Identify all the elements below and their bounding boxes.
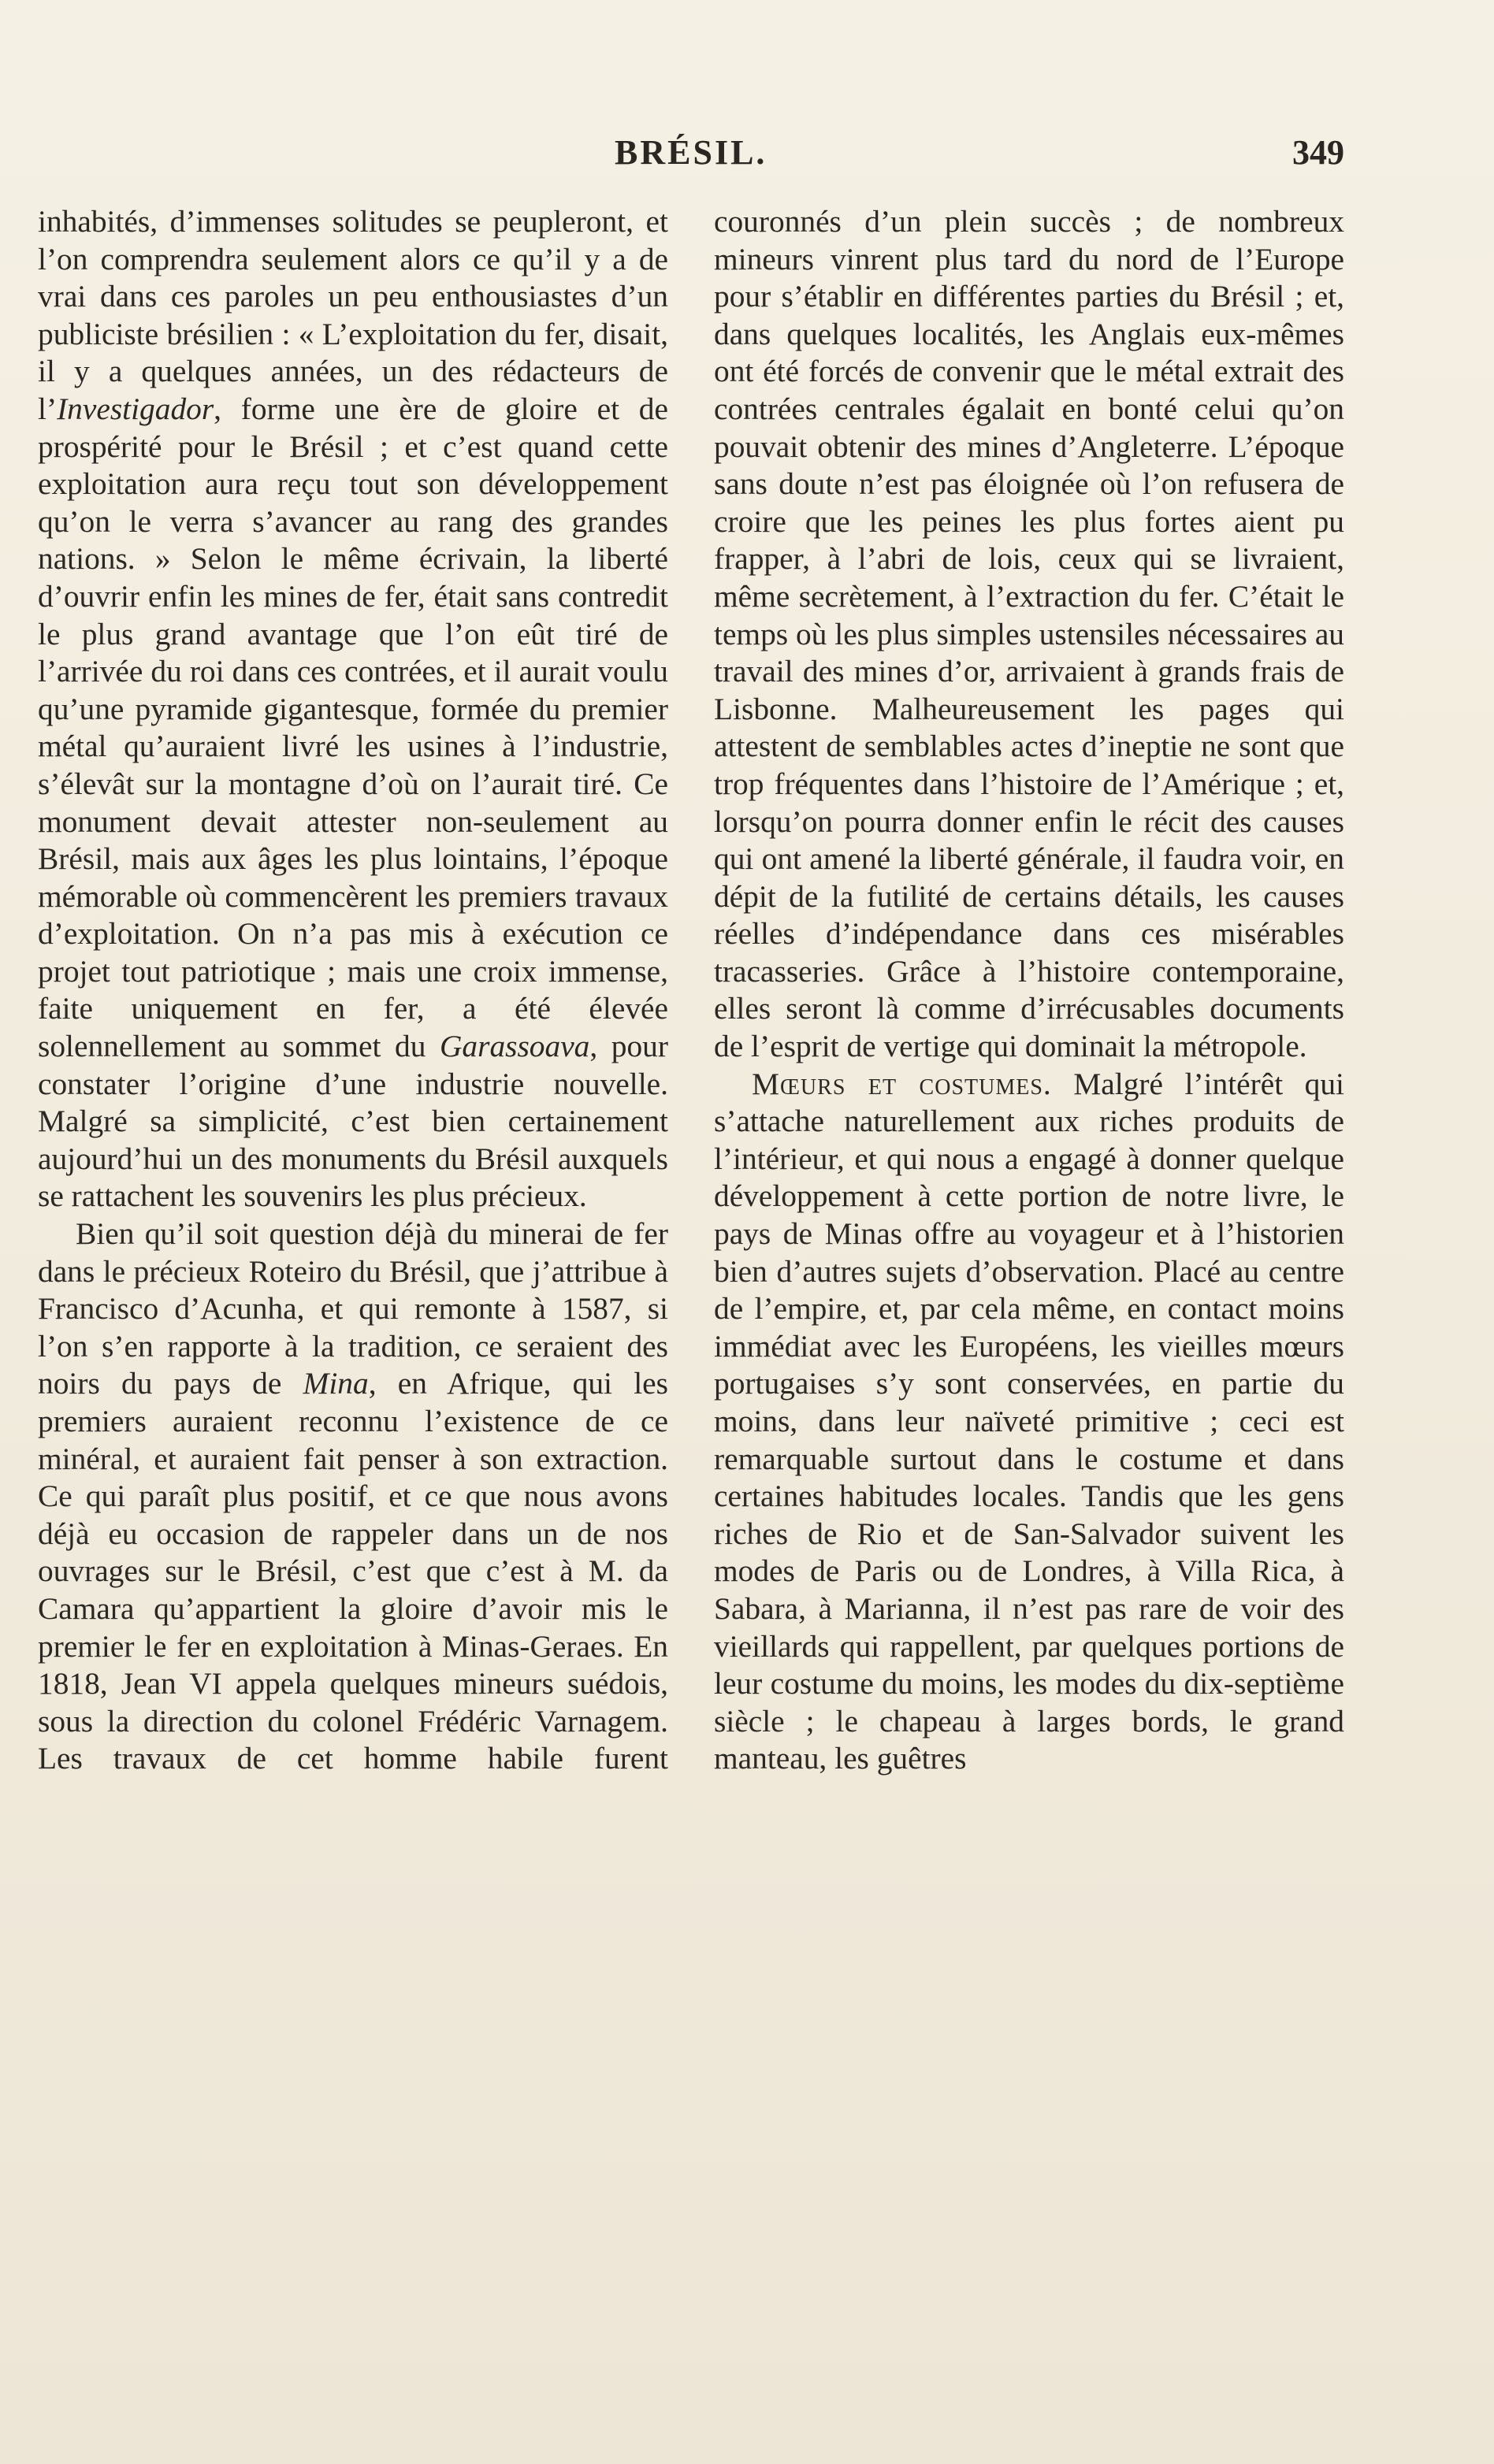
italic-place-name: Garassoava xyxy=(439,1029,590,1064)
paragraph-text: , en Afrique, qui les premiers auraient reconnu l’existence de ce minéral, et auraient fait penser à son extraction. Ce qui paraît plus positif, et ce que nous avons déjà eu occasion de rappeler dans un de nos ouvrages sur le Brésil, c’est que c’est à M. da Camara qu’appartient la gloire d’avoir mis le premier le fer en exploitation à Minas-Geraes. En 1818, Jean VI appela quelques mineurs suédois, sous la direction du colonel Frédéric Varnagem. Les travaux de cet homme habile furent xyxy=(38,1366,668,1776)
right-column xyxy=(714,203,1344,1778)
paragraph-text: , pour constater l’origine d’une industrie nouvelle. Malgré sa simplicité, c’est bien certainement aujourd’hui un des monuments du Brésil auxquels se rattachent les souvenirs les plus précieux. xyxy=(38,1029,668,1214)
italic-title: Investigador xyxy=(57,391,214,426)
section-heading: Mœurs et costumes. xyxy=(752,1066,1052,1101)
paragraph xyxy=(38,1215,668,1778)
paragraph-text: , forme une ère de gloire et de prospérité pour le Brésil ; et c’est quand cette exploitation aura reçu tout son développement qu’on le verra s’avancer au rang des grandes nations. » Selon le même écrivain, la liberté d’ouvrir enfin les mines de fer, était sans contredit le plus grand avantage que l’on eût tiré de l’arrivée du roi dans ces contrées, et il aurait voulu qu’une pyramide gigantesque, formée du premier métal qu’auraient livré les usines à l’industrie, s’élevât sur la montagne d’où on l’aurait tiré. Ce monument devait attester non-seulement au Brésil, mais aux âges les plus lointains, l’époque mémorable où commencèrent les premiers travaux d’exploitation. On n’a pas mis à exécution ce projet tout patriotique ; mais une croix immense, faite uniquement en fer, a été élevée solennellement au sommet du xyxy=(38,391,668,1064)
running-head xyxy=(0,132,1494,180)
left-column xyxy=(38,203,668,1778)
page-number: 349 xyxy=(1292,133,1344,172)
paragraph-text: inhabités, d’immenses solitudes se peupleront, et l’on comprendra seulement alors ce qu’il y a de vrai dans ces paroles un peu enthousiastes d’un publiciste brésilien : « L’exploitation du fer, disait, il y a quelques années, un des rédacteurs de l’ xyxy=(38,204,668,426)
running-title: BRÉSIL. xyxy=(615,133,767,172)
paragraph xyxy=(714,1066,1344,1778)
paragraph-text: Malgré l’intérêt qui s’attache naturellement aux riches produits de l’intérieur, et qui nous a engagé à donner quelque développement à cette portion de notre livre, le pays de Minas offre au voyageur et à l’historien bien d’autres sujets d’observation. Placé au centre de l’empire, et, par cela même, en contact moins immédiat avec les Européens, les vieilles mœurs portugaises s’y sont conservées, en partie du moins, dans leur naïveté primitive ; ceci est remarquable surtout dans le costume et dans certaines habitudes locales. Tandis que les gens riches de Rio et de San-Salvador suivent les modes de Paris ou de Londres, à Villa Rica, à Sabara, à Marianna, il n’est pas rare de voir des vieillards qui rappellent, par quelques portions de leur costume du moins, les modes du dix-septième siècle ; le chapeau à larges bords, le grand manteau, les guêtres xyxy=(714,1066,1344,1776)
paragraph-text: couronnés d’un plein succès ; de nombreux mineurs vinrent plus tard du nord de l’Europe pour s’établir en différentes parties du Brésil ; et, dans quelques localités, les Anglais eux-mêmes ont été forcés de convenir que le métal extrait des contrées centrales égalait en bonté celui qu’on pouvait obtenir des mines d’Angleterre. L’époque sans doute n’est pas éloignée où l’on refusera de croire que les peines les plus fortes aient pu frapper, à l’abri de lois, ceux qui se livraient, même secrètement, à l’extraction du fer. C’était le temps où les plus simples ustensiles nécessaires au travail des mines d’or, arrivaient à grands frais de Lisbonne. Malheureusement les pages qui attestent de semblables actes d’ineptie ne sont que trop fréquentes dans l’histoire de l’Amérique ; et, lorsqu’on pourra donner enfin le récit des causes qui ont amené la liberté générale, il faudra voir, en dépit de la futilité de certains détails, les causes réelles d’indépendance dans ces misérables tracasseries. Grâce à l’histoire contemporaine, elles seront là comme d’irrécusables documents de l’esprit de vertige qui dominait la métropole. xyxy=(714,204,1344,1064)
italic-place-name: Mina xyxy=(303,1366,369,1401)
paragraph-text: Bien qu’il soit question déjà du minerai de fer dans le précieux Roteiro du Brésil, que j’attribue à Francisco d’Acunha, et qui remonte à 1587, si l’on s’en rapporte à la tradition, ce seraient des noirs du pays de xyxy=(38,1216,668,1401)
paragraph xyxy=(38,203,668,1215)
paragraph xyxy=(714,203,1344,1066)
